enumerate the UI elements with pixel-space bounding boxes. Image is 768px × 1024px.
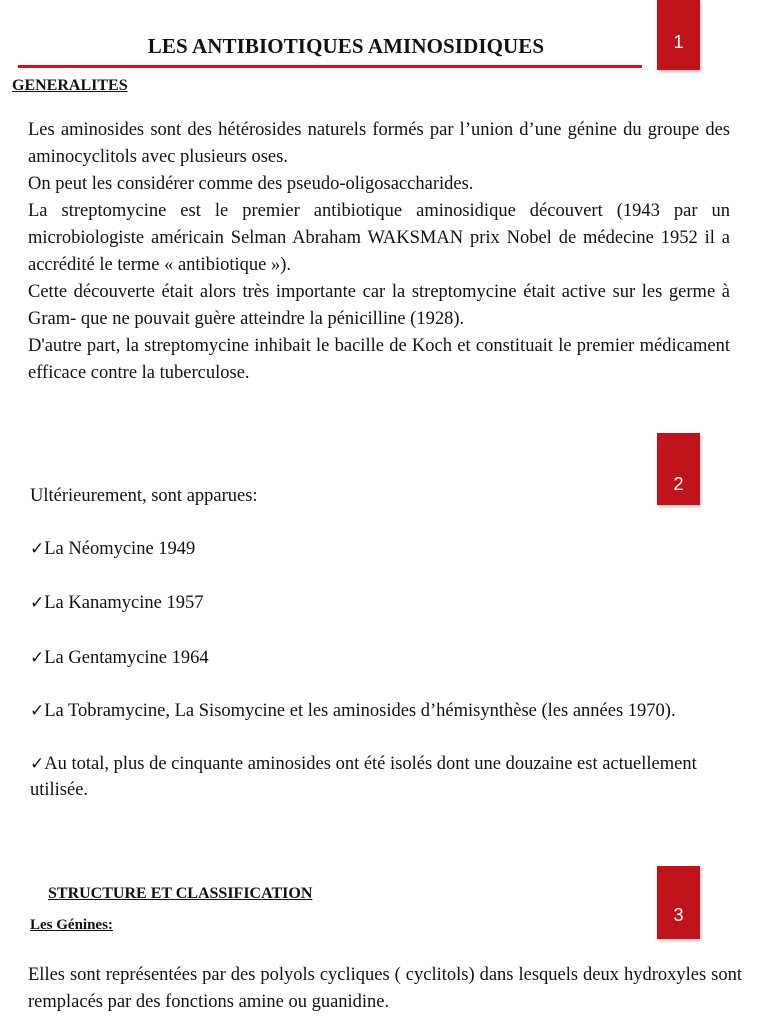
sub-heading-genines: Les Génines: [30, 917, 113, 933]
slide-number-badge-1: 1 [657, 0, 700, 70]
paragraph: Les aminosides sont des hétérosides naturels formés par l’union d’une génine du groupe des aminocyclitols avec plusieurs oses. [28, 120, 730, 167]
checkmark-icon: ✓ [30, 539, 45, 559]
title-underline-rule [18, 65, 642, 68]
checkmark-icon: ✓ [30, 648, 45, 668]
slide-number-badge-3: 3 [657, 866, 700, 939]
generalites-text [28, 117, 730, 387]
list-item [30, 645, 732, 671]
section-heading-generalites: GENERALITES [12, 77, 128, 94]
paragraph: La streptomycine est le premier antibiotique aminosidique découvert (1943 par un microbiologiste américain Selman Abraham WAKSMAN prix Nobel de médecine 1952 il a accrédité le terme « antibiotique »). [28, 201, 730, 275]
list-item-text: La Néomycine 1949 [44, 539, 196, 559]
list-item [30, 536, 732, 562]
list-item [30, 751, 730, 803]
list-item [30, 590, 732, 616]
list-item-text: La Gentamycine 1964 [44, 648, 209, 668]
paragraph: D'autre part, la streptomycine inhibait le bacille de Koch et constituait le premier médicament efficace contre la tuberculose. [28, 336, 730, 383]
paragraph: On peut les considérer comme des pseudo-oligosaccharides. [28, 174, 474, 194]
paragraph: Cette découverte était alors très importante car la streptomycine était active sur les germe à Gram- que ne pouvait guère atteindre la pénicilline (1928). [28, 282, 730, 329]
list-intro: Ultérieurement, sont apparues: [30, 486, 258, 506]
genines-text: Elles sont représentées par des polyols cycliques ( cyclitols) dans lesquels deux hydroxyles sont remplacés par des fonctions amine ou guanidine. [28, 965, 742, 1012]
slide-number-badge-2: 2 [657, 433, 700, 505]
page-title: LES ANTIBIOTIQUES AMINOSIDIQUES [147, 34, 545, 58]
checkmark-icon: ✓ [30, 701, 45, 721]
list-item-text: Au total, plus de cinquante aminosides ont été isolés dont une douzaine est actuellement utilisée. [30, 754, 697, 800]
checkmark-icon: ✓ [30, 754, 45, 774]
list-item-text: La Tobramycine, La Sisomycine et les aminosides d’hémisynthèse (les années 1970). [44, 701, 676, 721]
list-item-text: La Kanamycine 1957 [44, 593, 204, 613]
list-item [30, 698, 690, 724]
checkmark-icon: ✓ [30, 593, 45, 613]
section-heading-structure: STRUCTURE ET CLASSIFICATION [48, 885, 313, 902]
